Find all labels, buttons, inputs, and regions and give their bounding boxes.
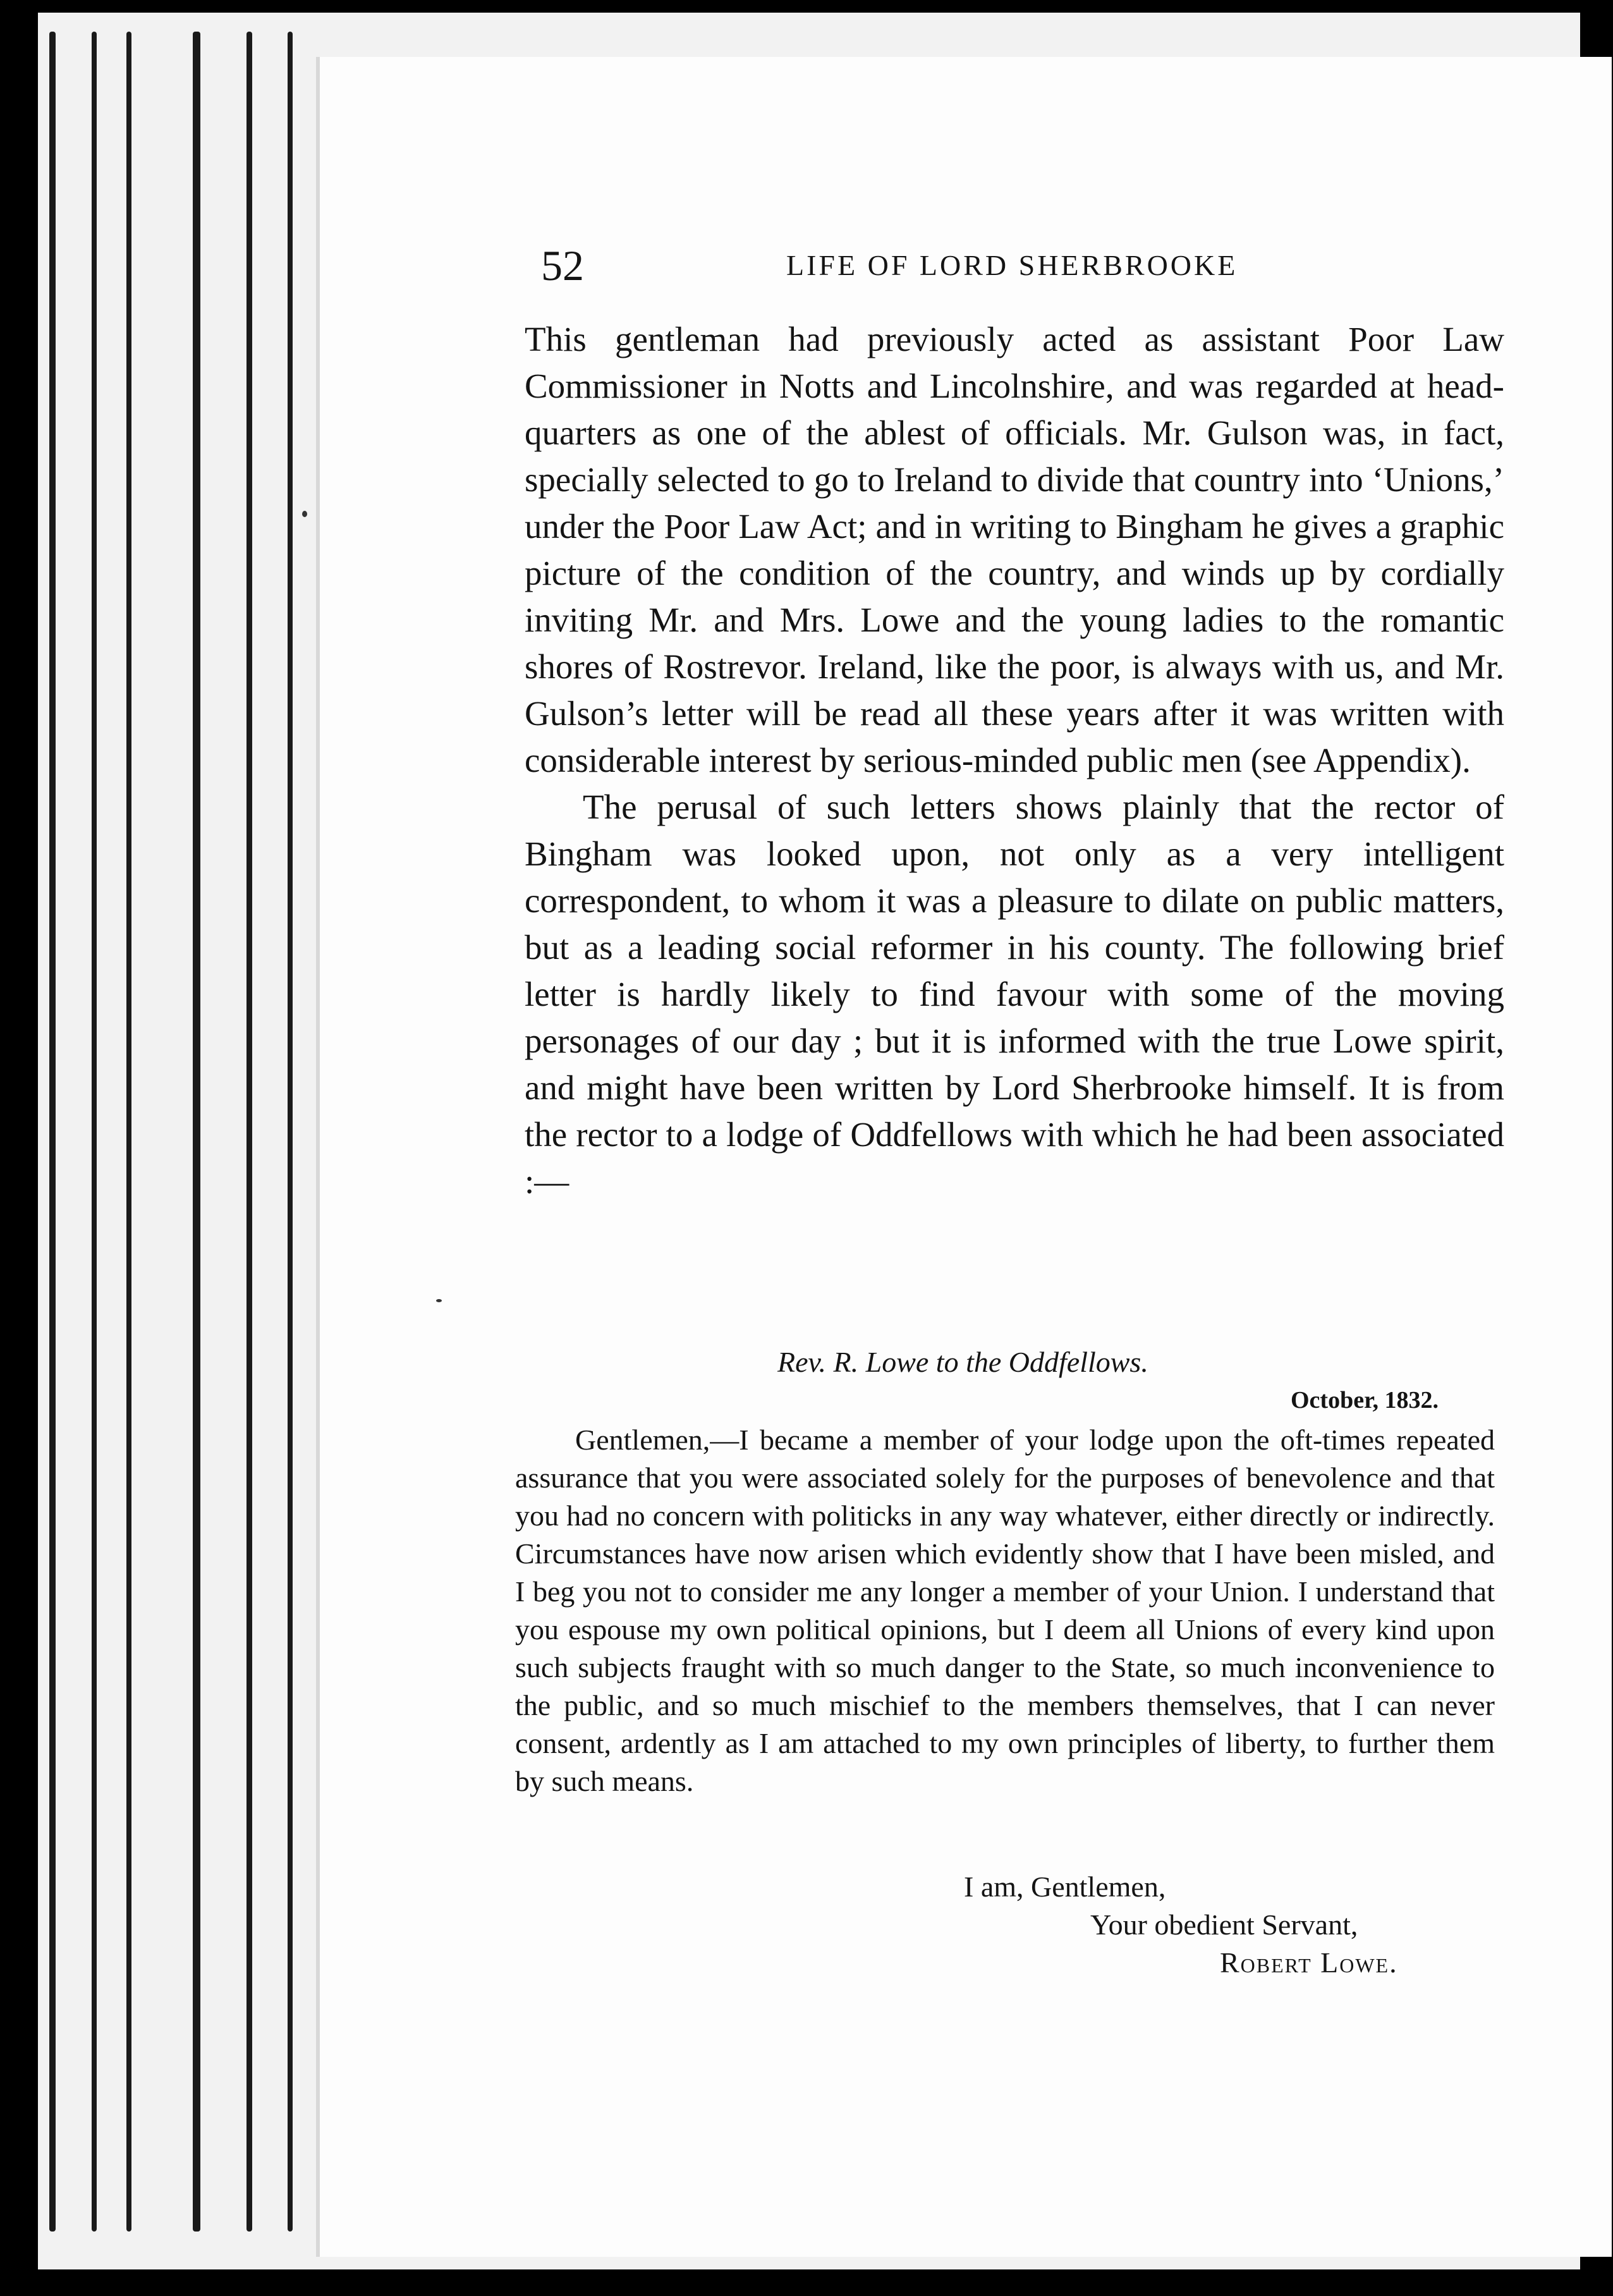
page-edge-line <box>49 32 56 2232</box>
page-edge-line <box>193 32 200 2232</box>
ink-speck <box>302 511 307 517</box>
ink-speck <box>436 1299 442 1302</box>
page-edge-line <box>126 32 131 2232</box>
paragraph: The perusal of such letters shows plainly that the rector of Bingham was looked upon, not only as a very intelligent correspondent, to whom it was a pleasure to dilate on public matters, but as a leading social reformer in his county. The following brief letter is hardly likely to find favour with some of the moving personages of our day ; but it is informed with the true Lowe spirit, and might have been written by Lord Sherbrooke himself. It is from the rector to a lodge of Oddfellows with which he had been associated :— <box>525 788 1504 1200</box>
page-number: 52 <box>541 241 584 290</box>
running-head-title: LIFE OF LORD SHERBROOKE <box>786 249 1238 281</box>
page-edge-line <box>92 32 97 2232</box>
letter-signature: Robert Lowe. <box>1220 1946 1398 1979</box>
running-head <box>541 237 1274 294</box>
letter-date: October, 1832. <box>1291 1387 1439 1414</box>
page-edge-line <box>288 32 293 2232</box>
letter-heading: Rev. R. Lowe to the Oddfellows. <box>777 1346 1148 1378</box>
page-edge-line <box>247 32 252 2232</box>
letter-closing: Your obedient Servant, <box>1090 1908 1358 1941</box>
body-text <box>525 316 1504 1205</box>
letter-salutation: I am, Gentlemen, <box>964 1871 1166 1903</box>
letter-body: Gentlemen,—I became a member of your lodge upon the oft-times repeated assurance that you were associated solely for the purposes of benevolence and that you had no concern with politicks in any way whatever, either directly or indirectly. Circumstances have now arisen which evidently show that I have been misled, and I beg you not to consider me any longer a member of your Union. I understand that you espouse my own political opinions, but I deem all Unions of every kind upon such subjects fraught with so much danger to the State, so much inconvenience to the public, and so much mischief to the members themselves, that I can never consent, ardently as I am attached to my own principles of liberty, to further them by such means. <box>515 1424 1495 1797</box>
paragraph: This gentleman had previously acted as assistant Poor Law Commissioner in Notts and Lincolnshire, and was regarded at head-quarters as one of the ablest of officials. Mr. Gulson was, in fact, specially selected to go to Ireland to divide that country into ‘Unions,’ under the Poor Law Act; and in writing to Bingham he gives a graphic picture of the condition of the country, and winds up by cordially inviting Mr. and Mrs. Lowe and the young ladies to the romantic shores of Rostrevor. Ireland, like the poor, is always with us, and Mr. Gulson’s letter will be read all these years after it was written with considerable interest by serious-minded public men (see Appendix). <box>525 320 1504 779</box>
letter-signoff <box>964 1868 1501 1982</box>
